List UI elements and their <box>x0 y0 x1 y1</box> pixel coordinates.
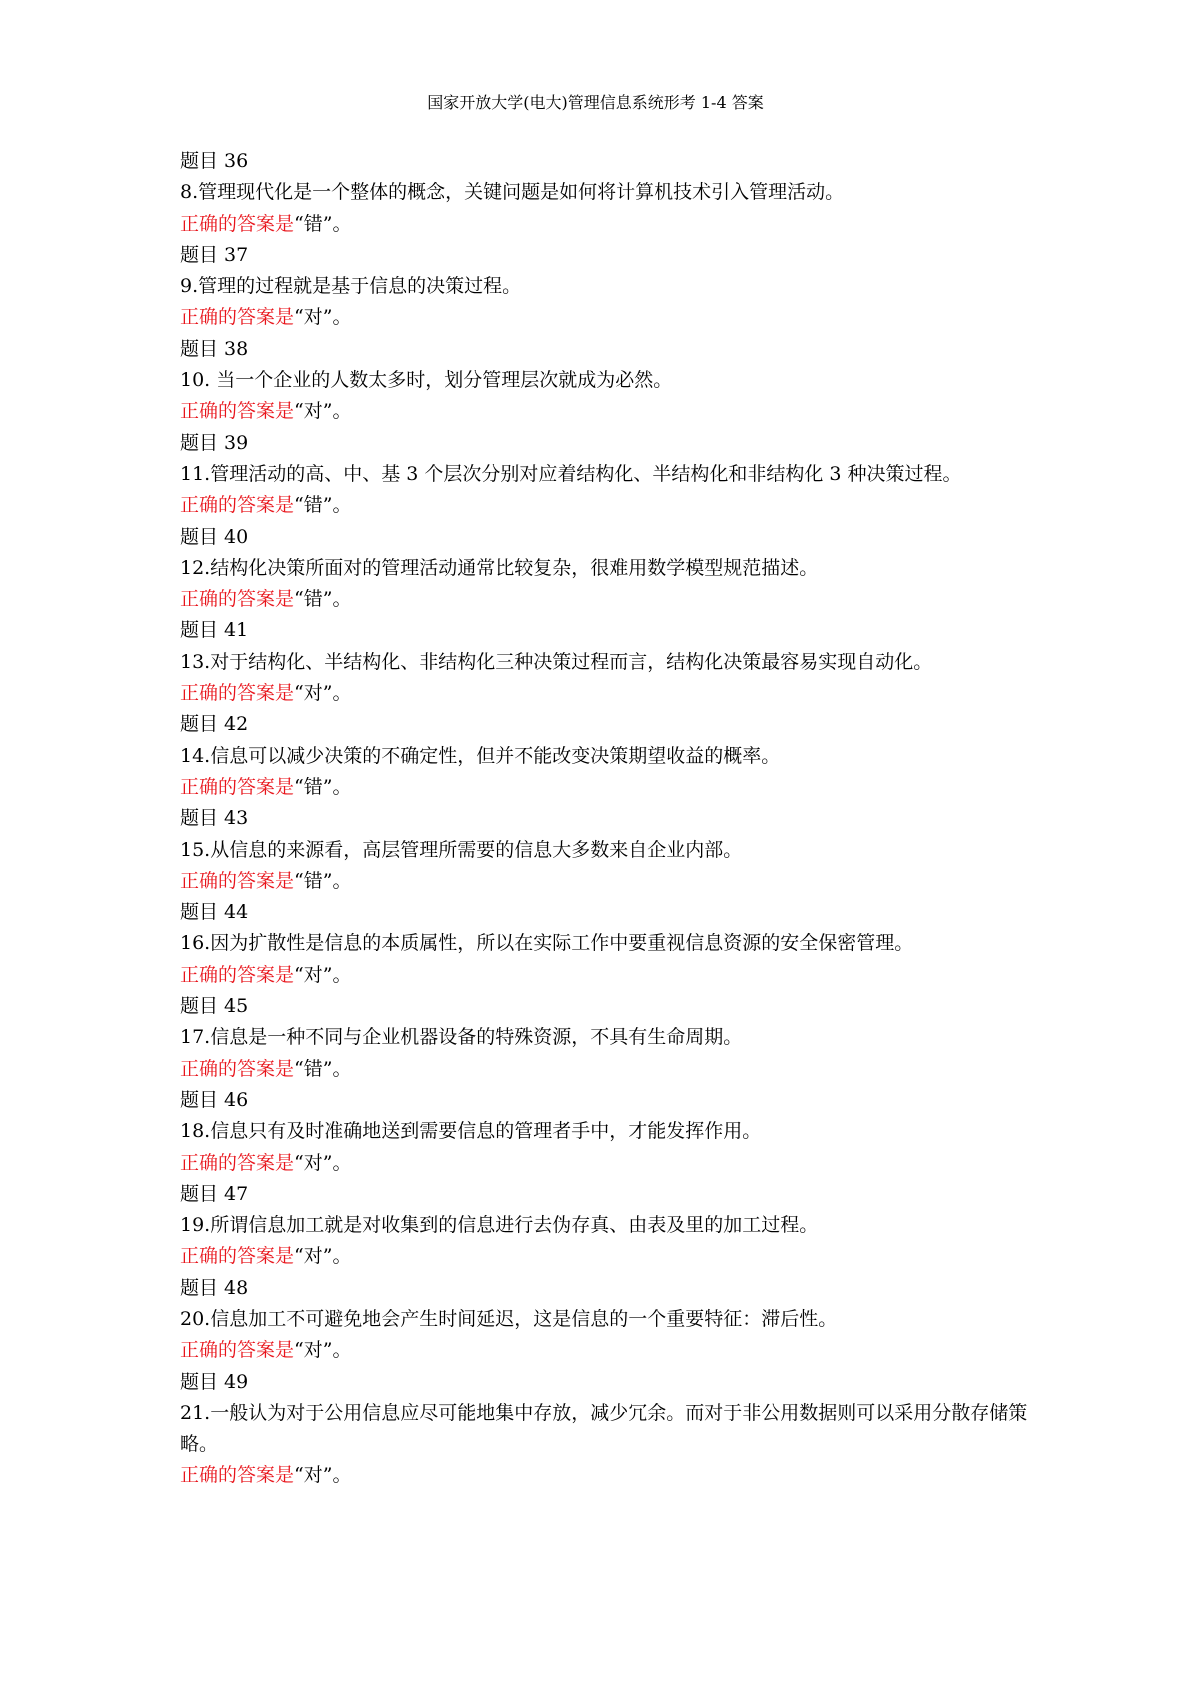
question-list <box>180 146 1030 1492</box>
answer-value: “对”。 <box>294 306 352 329</box>
question-item <box>180 522 1030 616</box>
question-text: 9.管理的过程就是基于信息的决策过程。 <box>180 275 522 298</box>
answer-line <box>180 584 1030 615</box>
question-item <box>180 709 1030 803</box>
answer-value: “对”。 <box>294 1464 352 1487</box>
answer-value: “对”。 <box>294 1339 352 1362</box>
answer-value: “对”。 <box>294 682 352 705</box>
question-title: 题目 48 <box>180 1276 249 1299</box>
answer-label: 正确的答案是 <box>180 212 295 235</box>
answer-line <box>180 1335 1030 1366</box>
answer-value: “对”。 <box>294 963 352 986</box>
answer-line <box>180 490 1030 521</box>
question-item <box>180 240 1030 334</box>
answer-label: 正确的答案是 <box>180 1057 295 1080</box>
answer-line <box>180 960 1030 991</box>
question-title: 题目 45 <box>180 995 249 1018</box>
question-title: 题目 39 <box>180 431 249 454</box>
answer-line <box>180 1148 1030 1179</box>
answer-label: 正确的答案是 <box>180 1464 295 1487</box>
answer-line <box>180 302 1030 333</box>
answer-value: “对”。 <box>294 1151 352 1174</box>
answer-label: 正确的答案是 <box>180 400 295 423</box>
answer-value: “对”。 <box>294 1245 352 1268</box>
question-text: 11.管理活动的高、中、基 3 个层次分别对应着结构化、半结构化和非结构化 3 种决策过程。 <box>180 462 962 485</box>
question-text: 18.信息只有及时准确地送到需要信息的管理者手中，才能发挥作用。 <box>180 1120 762 1143</box>
question-title: 题目 40 <box>180 525 249 548</box>
question-text: 14.信息可以减少决策的不确定性，但并不能改变决策期望收益的概率。 <box>180 744 781 767</box>
question-text: 20.信息加工不可避免地会产生时间延迟，这是信息的一个重要特征：滞后性。 <box>180 1307 838 1330</box>
answer-value: “错”。 <box>294 869 352 892</box>
question-text: 8.管理现代化是一个整体的概念，关键问题是如何将计算机技术引入管理活动。 <box>180 181 845 204</box>
question-text: 19.所谓信息加工就是对收集到的信息进行去伪存真、由表及里的加工过程。 <box>180 1214 819 1237</box>
question-item <box>180 803 1030 897</box>
answer-label: 正确的答案是 <box>180 1339 295 1362</box>
answer-label: 正确的答案是 <box>180 963 295 986</box>
question-text: 12.结构化决策所面对的管理活动通常比较复杂，很难用数学模型规范描述。 <box>180 556 819 579</box>
question-title: 题目 37 <box>180 243 249 266</box>
answer-value: “错”。 <box>294 1057 352 1080</box>
answer-line <box>180 1054 1030 1085</box>
answer-label: 正确的答案是 <box>180 1151 295 1174</box>
answer-label: 正确的答案是 <box>180 775 295 798</box>
question-title: 题目 46 <box>180 1088 249 1111</box>
answer-line <box>180 866 1030 897</box>
question-title: 题目 38 <box>180 337 249 360</box>
answer-value: “错”。 <box>294 212 352 235</box>
question-text: 10. 当一个企业的人数太多时，划分管理层次就成为必然。 <box>180 369 673 392</box>
answer-label: 正确的答案是 <box>180 588 295 611</box>
answer-value: “错”。 <box>294 588 352 611</box>
question-title: 题目 44 <box>180 901 249 924</box>
question-item <box>180 897 1030 991</box>
question-item <box>180 334 1030 428</box>
question-item <box>180 1273 1030 1367</box>
question-title: 题目 42 <box>180 713 249 736</box>
answer-label: 正确的答案是 <box>180 494 295 517</box>
question-item <box>180 428 1030 522</box>
question-text: 17.信息是一种不同与企业机器设备的特殊资源，不具有生命周期。 <box>180 1026 743 1049</box>
answer-value: “对”。 <box>294 400 352 423</box>
answer-line <box>180 678 1030 709</box>
answer-line <box>180 209 1030 240</box>
question-text: 16.因为扩散性是信息的本质属性，所以在实际工作中要重视信息资源的安全保密管理。 <box>180 932 914 955</box>
answer-label: 正确的答案是 <box>180 306 295 329</box>
answer-line <box>180 772 1030 803</box>
question-title: 题目 49 <box>180 1370 249 1393</box>
answer-label: 正确的答案是 <box>180 869 295 892</box>
answer-label: 正确的答案是 <box>180 682 295 705</box>
answer-line <box>180 1460 1030 1491</box>
question-item <box>180 1367 1030 1492</box>
question-title: 题目 36 <box>180 150 249 172</box>
question-text: 21.一般认为对于公用信息应尽可能地集中存放，减少冗余。而对于非公用数据则可以采用分散存储策略。 <box>180 1401 1028 1456</box>
question-title: 题目 43 <box>180 807 249 830</box>
answer-value: “错”。 <box>294 775 352 798</box>
question-item <box>180 146 1030 240</box>
question-title: 题目 47 <box>180 1182 249 1205</box>
answer-line <box>180 1241 1030 1272</box>
question-text: 13.对于结构化、半结构化、非结构化三种决策过程而言，结构化决策最容易实现自动化。 <box>180 650 933 673</box>
question-title: 题目 41 <box>180 619 249 642</box>
question-text: 15.从信息的来源看，高层管理所需要的信息大多数来自企业内部。 <box>180 838 743 861</box>
question-item <box>180 615 1030 709</box>
question-item <box>180 991 1030 1085</box>
answer-label: 正确的答案是 <box>180 1245 295 1268</box>
question-item <box>180 1085 1030 1179</box>
question-item <box>180 1179 1030 1273</box>
answer-value: “错”。 <box>294 494 352 517</box>
answer-line <box>180 396 1030 427</box>
page-header: 国家开放大学(电大)管理信息系统形考 1-4 答案 <box>427 93 764 112</box>
